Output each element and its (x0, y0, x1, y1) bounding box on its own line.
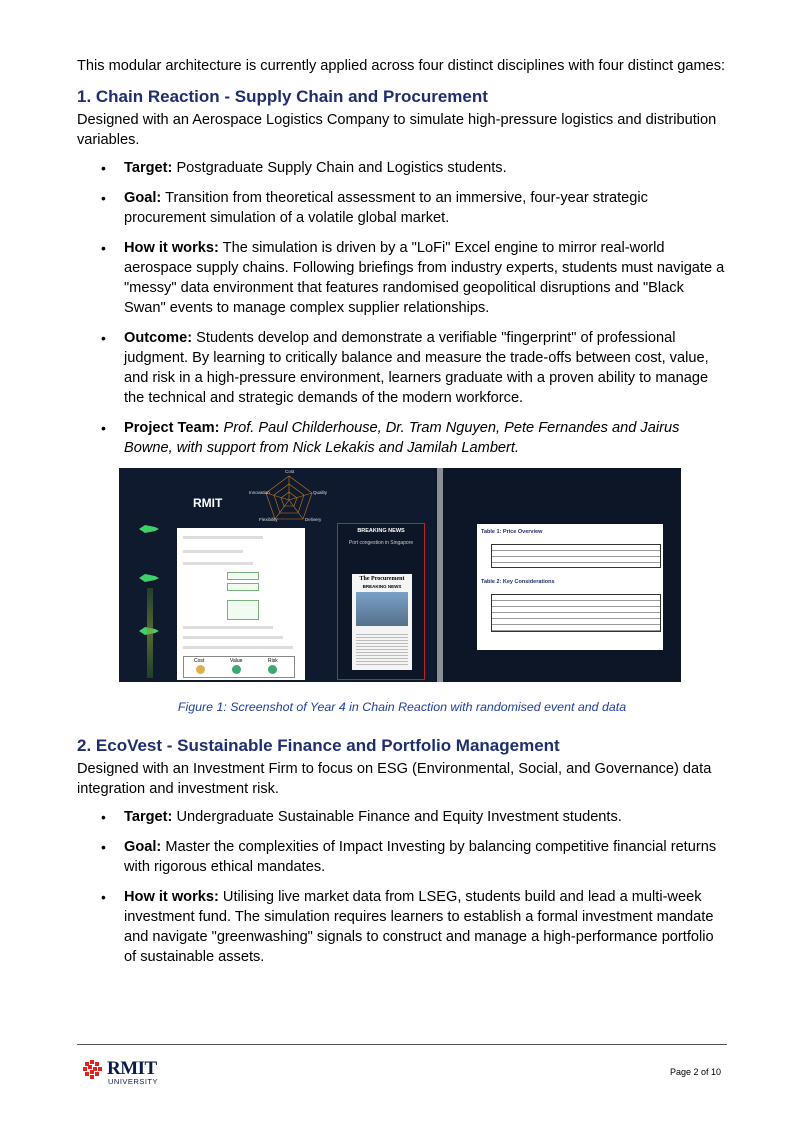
legend-row (183, 656, 295, 678)
cost-indicator (196, 665, 205, 674)
section1-heading: 1. Chain Reaction - Supply Chain and Procurement (77, 87, 488, 106)
bullet-label: How it works: (124, 240, 219, 256)
bullet-text: Prof. Paul Childerhouse, Dr. Tram Nguyen, Pete Fernandes and Jairus Bowne, with support from Nick Lekakis and Jamilah Lambert. (124, 420, 680, 456)
list-item (77, 837, 727, 877)
rocket-icon (137, 573, 159, 583)
risk-indicator (268, 665, 277, 674)
form-line (183, 536, 263, 539)
section2-description: Designed with an Investment Firm to focus on ESG (Environmental, Social, and Governance) data integration and investment risk. (77, 761, 712, 797)
figure-divider (437, 468, 443, 682)
rocket-icon (137, 524, 159, 534)
data-tables-panel (477, 524, 663, 650)
rmit-university-logo (83, 1058, 173, 1088)
table2-grid (491, 594, 661, 632)
list-item (77, 807, 727, 827)
bullet-label: Target: (124, 160, 173, 176)
list-item (77, 238, 727, 318)
bullet-label: Goal: (124, 190, 162, 206)
radar-chart (119, 468, 435, 528)
bullet-text: Students develop and demonstrate a verifiable "fingerprint" of professional judgment. By learning to critically balance and measure the trade-offs between cost, value, and risk in a high-pressure environment, learners graduate with a proven ability to manage the technical and strategic demands of the modern workforce. (124, 330, 709, 406)
figure-rmit-logo: RMIT (193, 496, 223, 510)
form-input (227, 583, 259, 591)
bullet-text: Undergraduate Sustainable Finance and Equity Investment students. (172, 809, 622, 825)
news-subtitle: Port congestion in Singapore (348, 540, 414, 546)
section2-bullet-list (77, 807, 727, 967)
bullet-label: Target: (124, 809, 173, 825)
paper-text-lines (356, 632, 408, 666)
radar-label: Cost (285, 469, 295, 474)
breaking-news-panel (337, 523, 425, 680)
page-body (77, 56, 727, 977)
caption-text: Figure 1: Screenshot of Year 4 in Chain Reaction with randomised event and data (177, 700, 627, 714)
bullet-text: Postgraduate Supply Chain and Logistics students. (172, 160, 507, 176)
logo-word: RMIT (107, 1058, 157, 1079)
table1-title: Table 1: Price Overview (481, 529, 543, 535)
bullet-label: Outcome: (124, 330, 193, 346)
table1-grid (491, 544, 661, 568)
section2-heading: 2. EcoVest - Sustainable Finance and Portfolio Management (77, 736, 560, 755)
table2-title: Table 2: Key Considerations (481, 579, 555, 585)
game-screen-right (445, 468, 681, 682)
form-line (183, 636, 283, 639)
logo-subtext: UNIVERSITY (108, 1077, 159, 1086)
value-indicator (232, 665, 241, 674)
form-input (227, 572, 259, 580)
paper-photo (356, 592, 408, 626)
rmit-pixel-mark-icon (83, 1060, 105, 1080)
footer-divider (77, 1044, 727, 1045)
newspaper (352, 574, 412, 670)
legend-value: Value (230, 658, 243, 664)
list-item (77, 887, 727, 967)
bullet-label: Goal: (124, 839, 162, 855)
bullet-text: The simulation is driven by a "LoFi" Excel engine to mirror real-world aerospace supply chains. Following briefings from industry experts, students must navigate a "messy" data environment that features randomised geopolitical disruptions and "Black Swan" events to manage complex supplier relationships. (124, 240, 725, 316)
decision-form-panel (177, 528, 305, 680)
intro-paragraph: This modular architecture is currently applied across four distinct disciplines with four distinct games: (77, 58, 726, 74)
list-item (77, 158, 727, 178)
form-line (183, 562, 253, 565)
radar-label: Quality (313, 490, 328, 495)
bullet-label: How it works: (124, 889, 219, 905)
rocket-glow (147, 588, 153, 678)
section1-bullet-list (77, 158, 727, 458)
bullet-text: Transition from theoretical assessment to an immersive, four-year strategic procurement simulation of a volatile global market. (124, 190, 648, 226)
list-item (77, 188, 727, 228)
bullet-label: Project Team: (124, 420, 220, 436)
form-select (227, 600, 259, 620)
figure-1-screenshot (119, 468, 681, 682)
legend-cost: Cost (194, 658, 205, 664)
paper-headline: BREAKING NEWS (362, 584, 402, 589)
list-item (77, 328, 727, 408)
radar-label: Flexibility (259, 517, 278, 522)
figure-1-caption (77, 700, 727, 715)
bullet-text: Utilising live market data from LSEG, students build and lead a multi-week investment fund. The simulation requires learners to establish a formal investment mandate and navigate "greenwashing" signals to construct and manage a high-performance portfolio of sustainable assets. (124, 889, 714, 965)
bullet-text: Master the complexities of Impact Investing by balancing competitive financial returns with rigorous ethical mandates. (124, 839, 717, 875)
section1-description: Designed with an Aerospace Logistics Company to simulate high-pressure logistics and distribution variables. (77, 112, 717, 148)
page-number: Page 2 of 10 (670, 1067, 722, 1077)
form-line (183, 550, 243, 553)
game-screen-left (119, 468, 435, 682)
paper-title: The Procurement (359, 576, 405, 582)
radar-label: Delivery (305, 517, 322, 522)
legend-risk: Risk (268, 658, 278, 664)
radar-label: Innovation (249, 490, 270, 495)
form-line (183, 646, 293, 649)
news-title: BREAKING NEWS (357, 528, 405, 534)
list-item (77, 418, 727, 458)
form-line (183, 626, 273, 629)
